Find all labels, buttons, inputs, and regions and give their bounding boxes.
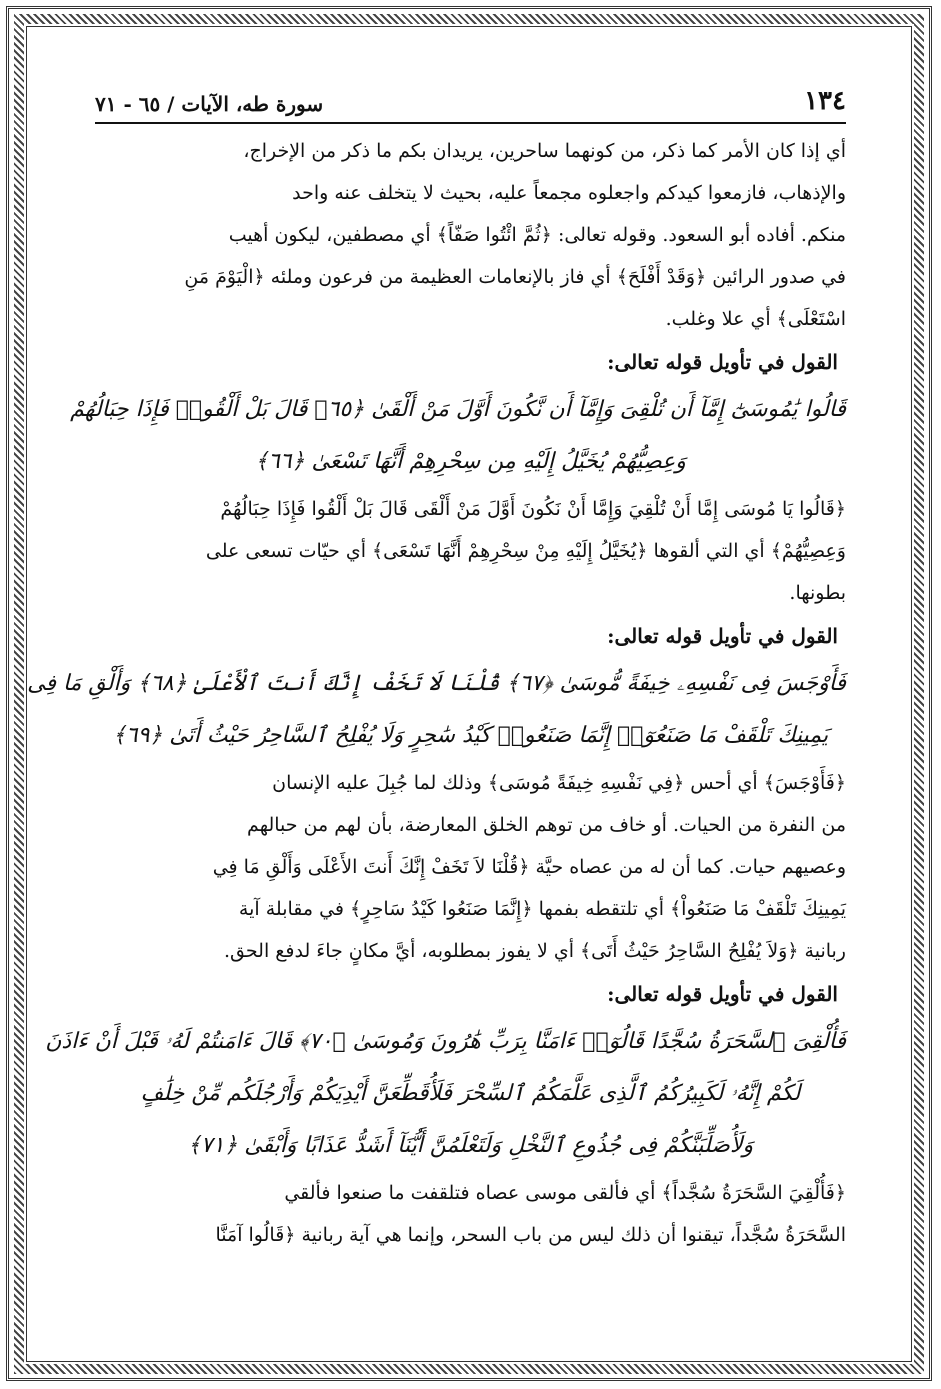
page-header: [95, 80, 846, 124]
text-line: ﴿فَأَوْجَسَ﴾ أي أحس ﴿فِي نَفْسِهِ خِيفَةً مُوسَى﴾ وذلك لما جُبِلَ عليه الإنسان: [272, 772, 846, 794]
verse-line: وَعِصِيُّهُمْ يُخَيَّلُ إِلَيْهِ مِن سِحْرِهِمْ أَنَّهَا تَسْعَىٰ ﴿٦٦﴾: [255, 449, 686, 474]
verse-line: لَكُمْ إِنَّهُۥ لَكَبِيرُكُمُ ٱلَّذِى عَلَّمَكُمُ ٱلسِّحْرَ فَلَأُقَطِّعَنَّ أَيْدِيَكُمْ وَأَرْجُلَكُم مِّنْ خِلَٰفٍ: [140, 1081, 801, 1106]
section-heading: القول في تأويل قوله تعالى:: [607, 350, 838, 374]
text-line: منكم. أفاده أبو السعود. وقوله تعالى: ﴿ثُمَّ ائْتُوا صَفّاً﴾ أي مصطفين، ليكون أهيب: [228, 224, 846, 246]
verse-line: يَمِينِكَ تَلْقَفْ مَا صَنَعُوٓا۟ إِنَّمَا صَنَعُوا۟ كَيْدُ سَٰحِرٍ وَلَا يُفْلِحُ ٱلسَّاحِرُ حَيْثُ أَتَىٰ ﴿٦٩﴾: [112, 723, 829, 748]
text-line: في صدور الرائين ﴿وَقَدْ أَفْلَحَ﴾ أي فاز بالإنعامات العظيمة من فرعون وملئه ﴿الْيَوْمَ مَنِ: [184, 266, 846, 288]
section-heading: القول في تأويل قوله تعالى:: [607, 624, 838, 648]
page-number: ١٣٤: [804, 86, 846, 116]
text-line: وعصيهم حيات. كما أن له من عصاه حيَّة ﴿قُلْنَا لاَ تَخَفْ إِنَّكَ أَنتَ الأَعْلَى وَأَلْقِ مَا فِي: [212, 856, 846, 878]
text-line: السَّحَرَةُ سُجَّداً، تيقنوا أن ذلك ليس من باب السحر، وإنما هي آية ربانية ﴿قَالُوا آمَنَّا: [215, 1224, 846, 1246]
quran-verses: [27, 658, 846, 762]
quran-verses: [70, 384, 846, 488]
paragraph-3: [95, 762, 846, 972]
text-line: بطونها.: [789, 582, 846, 604]
paragraph-2: [95, 488, 846, 614]
quran-verses: [45, 1016, 846, 1172]
running-title: سورة طه، الآيات / ٦٥ - ٧١: [95, 92, 324, 116]
text-line: ربانية ﴿وَلاَ يُفْلِحُ السَّاحِرُ حَيْثُ أَتَى﴾ أي لا يفوز بمطلوبه، أيَّ مكانٍ جاءَ لدفع الحق.: [224, 940, 846, 962]
verse-line: فَأَوْجَسَ فِى نَفْسِهِۦ خِيفَةً مُّوسَىٰ ﴿٦٧﴾ قُلْنَا لَا تَخَفْ إِنَّكَ أَنتَ ٱلْأَعْلَىٰ ﴿٦٨﴾ وَأَلْقِ مَا فِى: [27, 671, 846, 696]
paragraph-4: [95, 1172, 846, 1256]
text-line: والإذهاب، فازمعوا كيدكم واجعلوه مجمعاً عليه، بحيث لا يتخلف عنه واحد: [292, 182, 846, 204]
text-line: أي إذا كان الأمر كما ذكر، من كونهما ساحرين، يريدان بكم ما ذكر من الإخراج،: [243, 140, 846, 162]
text-line: وَعِصِيُّهُمْ﴾ أي التي ألقوها ﴿يُخَيَّلُ إِلَيْهِ مِنْ سِحْرِهِمْ أَنَّهَا تَسْعَى﴾ أي حيّات تسعى على: [205, 540, 846, 562]
text-line: ﴿قَالُوا يَا مُوسَى إِمَّا أَنْ تُلْقِيَ وَإِمَّا أَنْ نَكُونَ أَوَّلَ مَنْ أَلْقَى قَالَ بَلْ أَلْقُوا فَإِذَا حِبَالُهُمْ: [220, 498, 846, 520]
verse-line: قَالُوا يَٰمُوسَىٰٓ إِمَّآ أَن تُلْقِىَ وَإِمَّآ أَن نَّكُونَ أَوَّلَ مَنْ أَلْقَىٰ ﴿٦٥﴾ قَالَ بَلْ أَلْقُوا۟ فَإِذَا حِبَالُهُمْ: [70, 397, 846, 422]
text-line: يَمِينِكَ تَلْقَفْ مَا صَنَعُواْ﴾ أي تلتقطه بفمها ﴿إِنَّمَا صَنَعُوا كَيْدُ سَاحِرٍ﴾ في مقابلة آية: [238, 898, 846, 920]
paragraph-1: [95, 130, 846, 340]
text-line: من النفرة من الحيات. أو خاف من توهم الخلق المعارضة، بأن لهم من حبالهم: [247, 814, 846, 836]
verse-line: فَأُلْقِىَ ٱلسَّحَرَةُ سُجَّدًا قَالُوٓا۟ ءَامَنَّا بِرَبِّ هَٰرُونَ وَمُوسَىٰ ﴿٧٠﴾ قَالَ ءَامَنتُمْ لَهُۥ قَبْلَ أَنْ ءَاذَنَ: [45, 1029, 846, 1054]
text-line: اسْتَعْلَى﴾ أي علا وغلب.: [665, 308, 846, 330]
book-page: [27, 80, 846, 1256]
section-heading: القول في تأويل قوله تعالى:: [607, 982, 838, 1006]
text-line: ﴿فَأُلْقِيَ السَّحَرَةُ سُجَّداً﴾ أي فألقى موسى عصاه فتلقفت ما صنعوا فألقي: [284, 1182, 846, 1204]
verse-line: وَلَأُصَلِّبَنَّكُمْ فِى جُذُوعِ ٱلنَّخْلِ وَلَتَعْلَمُنَّ أَيُّنَآ أَشَدُّ عَذَابًا وَأَبْقَىٰ ﴿٧١﴾: [187, 1133, 754, 1158]
